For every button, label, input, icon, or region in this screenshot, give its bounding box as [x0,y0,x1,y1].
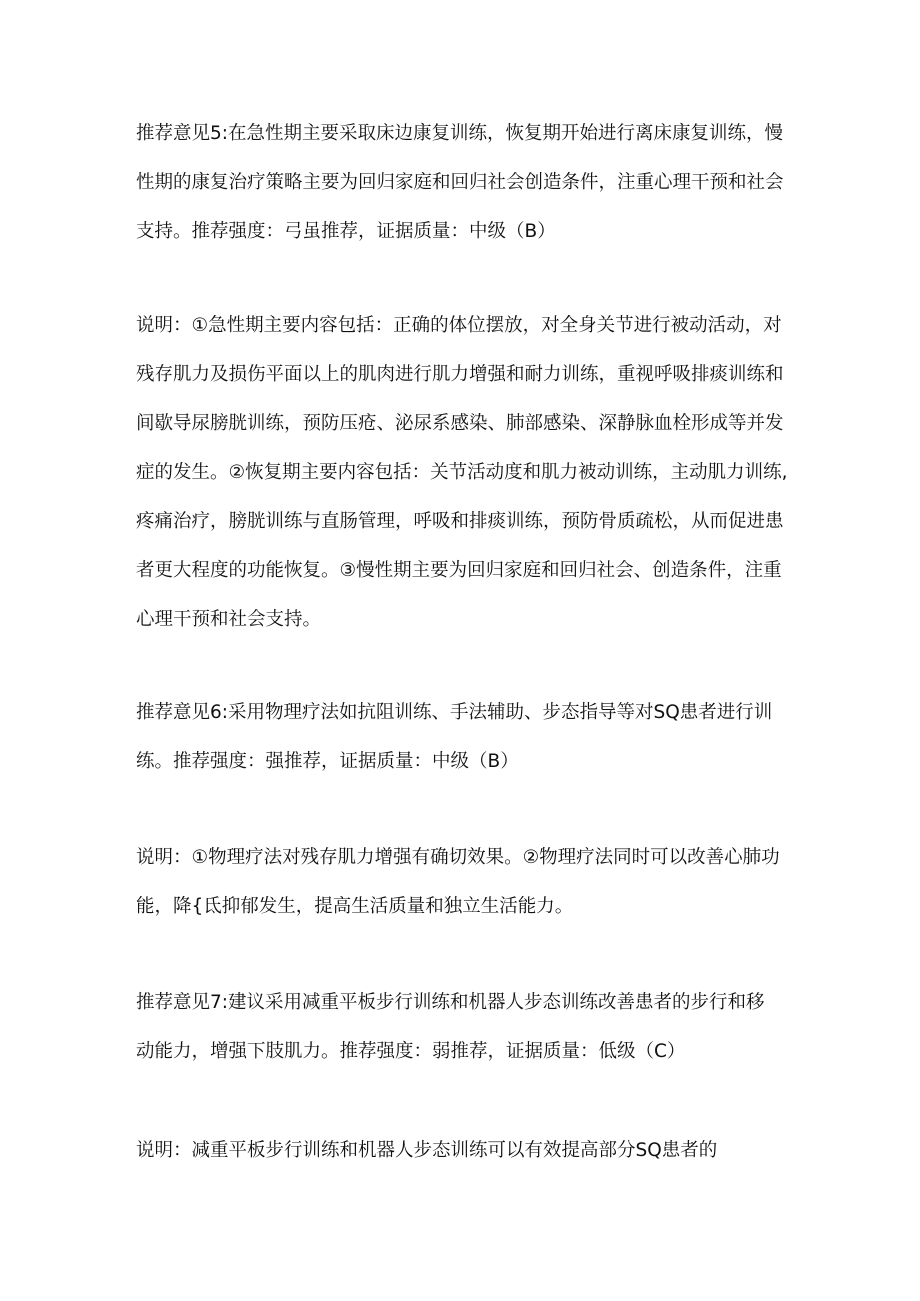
recommendation-7 [136,978,796,1076]
explanation-7 [136,1126,796,1175]
recommendation-6 [136,688,796,786]
text-line: 动能力，增强下肢肌力。推荐强度：弱推荐，证据质量：低级（C） [136,1041,686,1062]
text-line: 者更大程度的功能恢复。③慢性期主要为回归家庭和回归社会、创造条件，注重 [136,560,782,581]
text-line: 说明：①急性期主要内容包括：正确的体位摆放，对全身关节进行被动活动，对 [136,315,782,336]
recommendation-5 [136,109,796,256]
text-line: 间歇导尿膀胱训练，预防压疮、泌尿系感染、肺部感染、深静脉血栓形成等并发 [136,413,784,434]
text-line: 疼痛治疗，膀胱训练与直肠管理，呼吸和排痰训练，预防骨质疏松，从而促进患 [136,511,784,532]
text-line: 推荐意见5:在急性期主要采取床边康复训练，恢复期开始进行离床康复训练，慢 [136,123,784,144]
text-line: 能，降{氐抑郁发生，提高生活质量和独立生活能力。 [136,896,574,917]
explanation-6 [136,833,796,931]
text-line: 推荐意见7:建议采用减重平板步行训练和机器人步态训练改善患者的步行和移 [136,992,765,1013]
text-line: 症的发生。②恢复期主要内容包括：关节活动度和肌力被动训练，主动肌力训练, [136,462,788,483]
text-line: 说明：减重平板步行训练和机器人步态训练可以有效提高部分SQ患者的 [136,1140,718,1161]
text-line: 练。推荐强度：强推荐，证据质量：中级（B） [136,751,519,772]
explanation-5 [136,301,796,644]
text-line: 推荐意见6:采用物理疗法如抗阻训练、手法辅助、步态指导等对SQ患者进行训 [136,702,773,723]
text-line: 说明：①物理疗法对残存肌力增强有确切效果。②物理疗法同时可以改善心肺功 [136,847,780,868]
text-line: 残存肌力及损伤平面以上的肌肉进行肌力增强和耐力训练，重视呼吸排痰训练和 [136,364,784,385]
text-line: 支持。推荐强度：弓虽推荐，证据质量：中级（B） [136,221,556,242]
text-line: 性期的康复治疗策略主要为回归家庭和回归社会创造条件，注重心理干预和社会 [136,172,784,193]
text-line: 心理干预和社会支持。 [136,609,322,630]
